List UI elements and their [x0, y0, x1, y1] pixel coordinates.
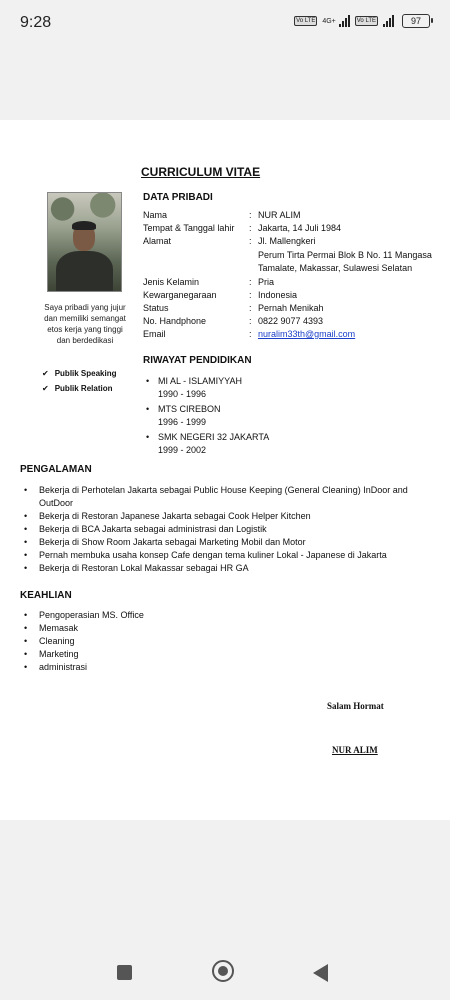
- personal-row-email: Email : nuralim33th@gmail.com: [143, 329, 356, 339]
- closing-greeting: Salam Hormat: [327, 701, 384, 711]
- signature-name: NUR ALIM: [332, 745, 378, 755]
- personal-row-alamat-3: Tamalate, Makassar, Sulawesi Selatan: [258, 263, 413, 273]
- education-item: • MI AL - ISLAMIYYAH 1990 - 1996: [146, 376, 243, 399]
- status-time: 9:28: [20, 14, 52, 31]
- personal-row-alamat: Alamat : Jl. Mallengkeri: [143, 236, 316, 246]
- back-button[interactable]: [313, 964, 328, 982]
- status-bar: [0, 0, 450, 52]
- keahlian-heading: KEAHLIAN: [20, 590, 72, 601]
- soft-skill-label: Publik Relation: [54, 384, 113, 393]
- skill-item: • administrasi: [24, 662, 88, 672]
- navigation-bar: [0, 945, 450, 1000]
- signal-icon-2: [383, 15, 394, 27]
- experience-item: • Bekerja di Restoran Lokal Makassar sebagai HR GA: [24, 563, 249, 573]
- personal-row-status: Status : Pernah Menikah: [143, 303, 324, 313]
- recent-apps-button[interactable]: [117, 965, 132, 980]
- personal-row-nama: Nama : NUR ALIM: [143, 210, 301, 220]
- riwayat-pendidikan-heading: RIWAYAT PENDIDIKAN: [143, 355, 252, 366]
- personal-row-ttl: Tempat & Tanggal lahir : Jakarta, 14 Juli 1984: [143, 223, 342, 233]
- education-list: [146, 375, 269, 459]
- signal-icon: [339, 15, 350, 27]
- personal-row-jk: Jenis Kelamin : Pria: [143, 277, 275, 287]
- personal-row-hp: No. Handphone : 0822 9077 4393: [143, 316, 324, 326]
- personal-row-alamat-2: Perum Tirta Permai Blok B No. 11 Mangasa: [258, 250, 432, 260]
- skill-item: • Marketing: [24, 649, 79, 659]
- skill-item: • Cleaning: [24, 636, 75, 646]
- soft-skill-item: [42, 381, 117, 396]
- cv-document: [0, 120, 450, 820]
- volte-icon: Vo LTE: [296, 18, 316, 24]
- status-icons: [294, 14, 430, 28]
- skill-item: • Memasak: [24, 623, 79, 633]
- experience-item: • Bekerja di BCA Jakarta sebagai administrasi dan Logistik: [24, 524, 267, 534]
- email-link[interactable]: nuralim33th@gmail.com: [258, 329, 356, 339]
- volte-icon-2: Vo LTE: [356, 18, 376, 24]
- education-item: • SMK NEGERI 32 JAKARTA 1999 - 2002: [146, 432, 270, 455]
- soft-skill-item: [42, 366, 117, 381]
- cv-title: CURRICULUM VITAE: [141, 165, 261, 179]
- home-button[interactable]: [212, 960, 234, 982]
- personal-row-warga: Kewarganegaraan : Indonesia: [143, 290, 298, 300]
- battery-icon: 97: [402, 14, 430, 28]
- experience-item: • Pernah membuka usaha konsep Cafe dengan tema kuliner Lokal - Japanese di Jakarta: [24, 550, 387, 560]
- profile-photo: [47, 192, 122, 292]
- skill-item: • Pengoperasian MS. Office: [24, 610, 144, 620]
- experience-item: • Bekerja di Show Room Jakarta sebagai Marketing Mobil dan Motor: [24, 537, 306, 547]
- skills-list: [24, 609, 434, 674]
- soft-skill-label: Publik Speaking: [54, 369, 117, 378]
- check-icon: ✔: [42, 369, 49, 378]
- network-type: 4G+: [322, 17, 336, 25]
- experience-list: [24, 484, 434, 575]
- soft-skills: [42, 366, 117, 396]
- profile-description: Saya pribadi yang jujur dan memiliki semangat etos kerja yang tinggi dan berdedikasi: [44, 303, 126, 345]
- data-pribadi-heading: DATA PRIBADI: [143, 192, 213, 203]
- education-item: • MTS CIREBON 1996 - 1999: [146, 404, 221, 427]
- pengalaman-heading: PENGALAMAN: [20, 464, 92, 475]
- experience-item: • Bekerja di Restoran Japanese Jakarta sebagai Cook Helper Kitchen: [24, 511, 311, 521]
- check-icon: ✔: [42, 384, 49, 393]
- experience-item: • Bekerja di Perhotelan Jakarta sebagai Public House Keeping (General Cleaning) InDoor and OutDoor: [24, 485, 408, 508]
